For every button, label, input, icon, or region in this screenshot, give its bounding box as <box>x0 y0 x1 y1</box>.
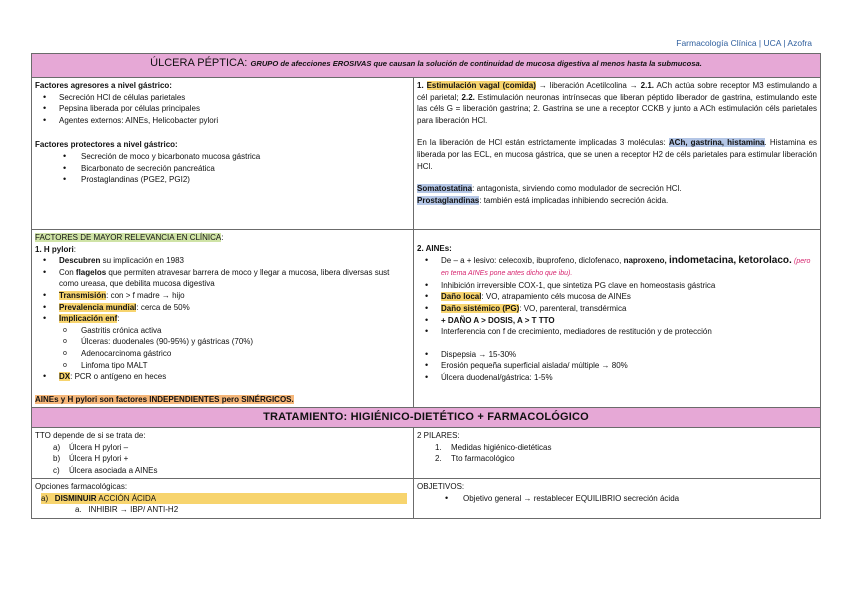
factors-cell <box>32 78 414 230</box>
aggressors-list <box>35 92 410 127</box>
list-item: b) Úlcera H pylori + <box>35 453 410 465</box>
list-item: 1. Medidas higiénico-dietéticas <box>417 442 817 454</box>
tto-heading: TTO depende de si se trata de: <box>35 430 146 440</box>
list-item: • Con flagelos que permiten atravesar barrera de moco y llegar a mucosa, libera diversas sust como ureasa, que debilita mucosa digestiva <box>35 267 410 290</box>
vagal-highlight: Estimulación vagal (comida) <box>426 81 536 90</box>
effects-list <box>417 349 817 384</box>
list-item: • + DAÑO A > DOSIS, A > T TTO <box>417 315 817 327</box>
title-main: ÚLCERA PÉPTICA: <box>150 57 248 69</box>
hcl-paragraph: En la liberación de HCl están estrictamente implicadas 3 moléculas: ACh, gastrina, histamina. Histamina es liberada por las ECL, en mucosa gástrica, que se unen a receptor H2 de céls parietales para estimular liberación HCl. <box>417 138 818 171</box>
list-item: • Transmisión: con > f madre → hijo <box>35 290 410 302</box>
list-item: • Erosión pequeña superficial aislada/ múltiple → 80% <box>417 360 817 372</box>
option-a: a) DISMINUIR ACCIÓN ÁCIDA <box>35 493 410 505</box>
objectives-cell <box>414 479 821 519</box>
list-item: • DX: PCR o antígeno en heces <box>35 371 410 383</box>
pink-note: (pero en tema AINEs pone antes dicho que ibu). <box>441 257 811 278</box>
treatment-band: TRATAMIENTO: HIGIÉNICO-DIETÉTICO + FARMACOLÓGICO <box>32 408 821 428</box>
list-item: • Bicarbonato de secreción pancreática <box>35 163 410 175</box>
pillars-list <box>417 442 817 465</box>
aggressors-heading: Factores agresores a nivel gástrico: <box>35 81 172 90</box>
options-cell <box>32 479 414 519</box>
hpylori-title: 1. H pylori: <box>35 244 76 254</box>
list-item: • Úlcera duodenal/gástrica: 1-5% <box>417 372 817 384</box>
title-row <box>32 54 821 78</box>
list-item: o Gastritis crónica activa <box>35 325 410 337</box>
list-item: • Daño sistémico (PG): VO, parenteral, transdérmica <box>417 303 817 315</box>
list-item: • Descubren su implicación en 1983 <box>35 255 410 267</box>
list-item: • Prevalencia mundial: cerca de 50% <box>35 302 410 314</box>
options-heading: Opciones farmacológicas: <box>35 482 128 492</box>
document-header: Farmacología Clínica | UCA | Azofra <box>676 38 812 48</box>
list-item: • Daño local: VO, atrapamiento céls mucosa de AINEs <box>417 291 817 303</box>
pillars-heading: 2 PILARES: <box>417 430 460 440</box>
molecules-highlight: ACh, gastrina, histamina <box>668 138 765 148</box>
list-item: • Dispepsia → 15-30% <box>417 349 817 361</box>
list-item: • Pepsina liberada por células principales <box>35 103 410 115</box>
aines-list <box>417 255 817 338</box>
protectors-list <box>35 151 410 186</box>
list-item: o Adenocarcinoma gástrico <box>35 348 410 360</box>
tto-cell <box>32 427 414 478</box>
list-item: • Secreción de moco y bicarbonato mucosa gástrica <box>35 151 410 163</box>
stimulation-cell <box>414 78 821 230</box>
prostaglandin-line: Prostaglandinas: también está implicadas inhibiendo secreción ácida. <box>417 195 669 205</box>
list-item: • Secreción HCl de células parietales <box>35 92 410 104</box>
protectors-heading: Factores protectores a nivel gástrico: <box>35 140 178 150</box>
main-table <box>31 53 821 519</box>
hpylori-cell <box>32 230 414 408</box>
list-item: o Linfoma tipo MALT <box>35 360 410 372</box>
stimulation-paragraph: 1. Estimulación vagal (comida) → liberación Acetilcolina → 2.1. ACh actúa sobre receptor M3 estimulando a cél parietal; 2.2. Estimulación neuronas intrínsecas que liberan péptido liberador de gastrina, estimulando este las céls G = liberación gastrina; 2. Gastrina se une a receptor CCKB y junto a ACh estimulación céls parietales para liberación HCl. <box>417 81 817 125</box>
aines-title: 2. AINEs: <box>417 244 452 253</box>
list-item: • Prostaglandinas (PGE2, PGI2) <box>35 174 410 186</box>
pillars-cell <box>414 427 821 478</box>
implication-list <box>35 325 410 371</box>
objectives-heading: OBJETIVOS: <box>417 482 465 492</box>
tto-list <box>35 442 410 477</box>
somatostatin-line: Somatostatina: antagonista, sirviendo como modulador de secreción HCl. <box>417 184 682 194</box>
summary-sheet <box>31 53 820 519</box>
list-item: • Inhibición irreversible COX-1, que sintetiza PG clave en homeostasis gástrica <box>417 280 817 292</box>
list-item: • Agentes externos: AINEs, Helicobacter pylori <box>35 115 410 127</box>
list-item: • Implicación enf: <box>35 313 410 325</box>
list-item: c) Úlcera asociada a AINEs <box>35 465 410 477</box>
objectives-list <box>417 493 817 505</box>
relevance-heading: FACTORES DE MAYOR RELEVANCIA EN CLÍNICA: <box>35 233 224 242</box>
list-item: • Objetivo general → restablecer EQUILIBRIO secreción ácida <box>417 493 817 505</box>
list-item: a) Úlcera H pylori – <box>35 442 410 454</box>
title-sub: GRUPO de afecciones EROSIVAS que causan la solución de continuidad de mucosa digestiva al menos hasta la submucosa. <box>250 59 702 68</box>
aines-cell <box>414 230 821 408</box>
independent-footer: AINEs y H pylori son factores INDEPENDIENTES pero SINÉRGICOS. <box>35 394 294 404</box>
list-item: o Úlceras: duodenales (90-95%) y gástricas (70%) <box>35 336 410 348</box>
hpylori-list <box>35 255 410 325</box>
list-item: • De – a + lesivo: celecoxib, ibuprofeno, diclofenaco, naproxeno, indometacina, ketorolaco. (pero en tema AINEs pone antes dicho que ibu). <box>417 255 817 280</box>
list-item: • Interferencia con f de crecimiento, mediadores de restitución y de protección <box>417 326 817 338</box>
list-item: 2. Tto farmacológico <box>417 453 817 465</box>
option-a-sub: a. INHIBIR → IBP/ ANTI-H2 <box>75 505 179 515</box>
